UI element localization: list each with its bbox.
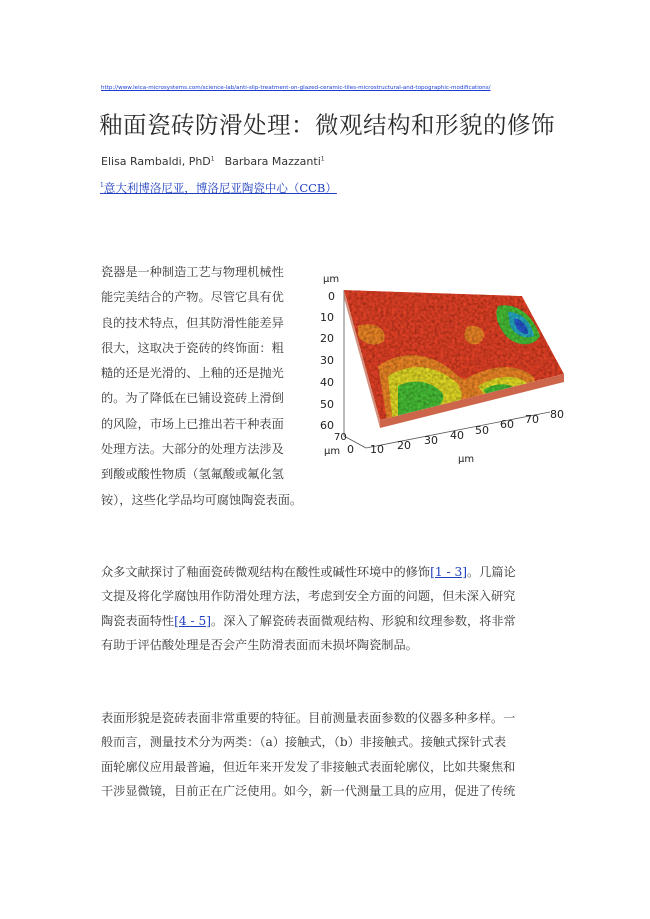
text-line: 的风险，市场上已推出若干种表面 bbox=[101, 416, 284, 431]
y-axis-unit: µm bbox=[324, 446, 341, 457]
text-line: 瓷器是一种制造工艺与物理机械性 bbox=[101, 265, 284, 279]
z-axis-ticks bbox=[320, 290, 347, 443]
text-line: 干涉显微镜，目前正在广泛使用。如今，新一代测量工具的应用，促进了传统 bbox=[101, 783, 516, 798]
x-tick-label: 20 bbox=[397, 439, 411, 452]
author-superscript: 1 bbox=[320, 155, 325, 163]
x-tick-label: 30 bbox=[424, 434, 438, 447]
text-line: 的。为了降低在已铺设瓷砖上滑倒 bbox=[101, 391, 284, 406]
z-tick-label: 20 bbox=[320, 332, 334, 345]
citation-link[interactable]: [4 - 5] bbox=[174, 613, 212, 628]
x-tick-label: 50 bbox=[475, 424, 489, 437]
z-tick-label: 70 bbox=[334, 432, 347, 443]
z-axis-unit: µm bbox=[323, 274, 340, 285]
affiliation-superscript: 1 bbox=[100, 182, 104, 190]
author-name: Elisa Rambaldi, PhD bbox=[101, 155, 211, 168]
text-line: 处理方法。大部分的处理方法涉及 bbox=[101, 442, 284, 457]
x-tick-label: 60 bbox=[500, 418, 514, 431]
z-tick-label: 50 bbox=[320, 398, 334, 411]
text-line: 众多文献探讨了釉面瓷砖微观结构在酸性或碱性环境中的修饰[1 - 3]。几篇论 bbox=[101, 565, 516, 579]
affiliation-text: 意大利博洛尼亚，博洛尼亚陶瓷中心（CCB） bbox=[103, 181, 337, 195]
text-line: 面轮廓仪应用最普遍，但近年来开发发了非接触式表面轮廓仪，比如共聚焦和 bbox=[101, 759, 516, 774]
text-line: 能完美结合的产物。尽管它具有优 bbox=[101, 290, 284, 305]
text-line: 铵），这些化学品均可腐蚀陶瓷表面。 bbox=[101, 492, 303, 507]
x-tick-label: 70 bbox=[525, 413, 539, 426]
x-tick-label: 0 bbox=[347, 443, 354, 456]
citation-link[interactable]: [1 - 3] bbox=[430, 565, 467, 579]
text-line: 很大，这取决于瓷砖的终饰面：粗 bbox=[101, 340, 284, 355]
x-tick-label: 40 bbox=[450, 429, 464, 442]
document-title: 釉面瓷砖防滑处理：微观结构和形貌的修饰 bbox=[99, 111, 555, 139]
z-tick-label: 40 bbox=[320, 376, 334, 389]
z-tick-label: 0 bbox=[328, 290, 335, 303]
authors-line bbox=[101, 155, 325, 168]
text-line: 糙的还是光滑的、上釉的还是抛光 bbox=[101, 366, 284, 381]
author-superscript: 1 bbox=[210, 155, 215, 163]
author-name: Barbara Mazzanti bbox=[224, 155, 321, 168]
text-line: 文提及将化学腐蚀用作防滑处理方法，考虑到安全方面的问题，但未深入研究 bbox=[101, 589, 516, 604]
z-tick-label: 60 bbox=[320, 419, 334, 432]
affiliation-link[interactable] bbox=[100, 180, 337, 196]
literature-paragraph bbox=[101, 560, 551, 657]
text-line: 般而言，测量技术分为两类：（a）接触式，（b）非接触式。接触式探针式表 bbox=[101, 735, 507, 750]
source-url-link[interactable]: http://www.leica-microsystems.com/science-lab/anti-slip-treatment-on-glazed-ceramic-tiles-microstructural-and-topographic-modifications/ bbox=[101, 85, 491, 91]
z-tick-label: 30 bbox=[320, 354, 334, 367]
text-line: 到酸或酸性物质（氢氟酸或氟化氢 bbox=[101, 467, 284, 482]
text-line: 表面形貌是瓷砖表面非常重要的特征。目前测量表面参数的仪器多种多样。一 bbox=[101, 711, 516, 725]
x-axis-unit: µm bbox=[458, 454, 475, 465]
z-tick-label: 10 bbox=[320, 311, 334, 324]
x-tick-label: 10 bbox=[370, 443, 384, 456]
text-line: 陶瓷表面特性[4 - 5]。深入了解瓷砖表面微观结构、形貌和纹理参数，将非常 bbox=[101, 613, 516, 628]
text-line: 良的技术特点，但其防滑性能差异 bbox=[101, 315, 284, 330]
text-line: 有助于评估酸处理是否会产生防滑表面而未损坏陶瓷制品。 bbox=[101, 637, 418, 652]
surface-topography-3d-plot bbox=[318, 266, 568, 478]
intro-paragraph bbox=[101, 260, 309, 513]
x-tick-label: 80 bbox=[550, 408, 564, 421]
topography-paragraph bbox=[101, 706, 551, 803]
